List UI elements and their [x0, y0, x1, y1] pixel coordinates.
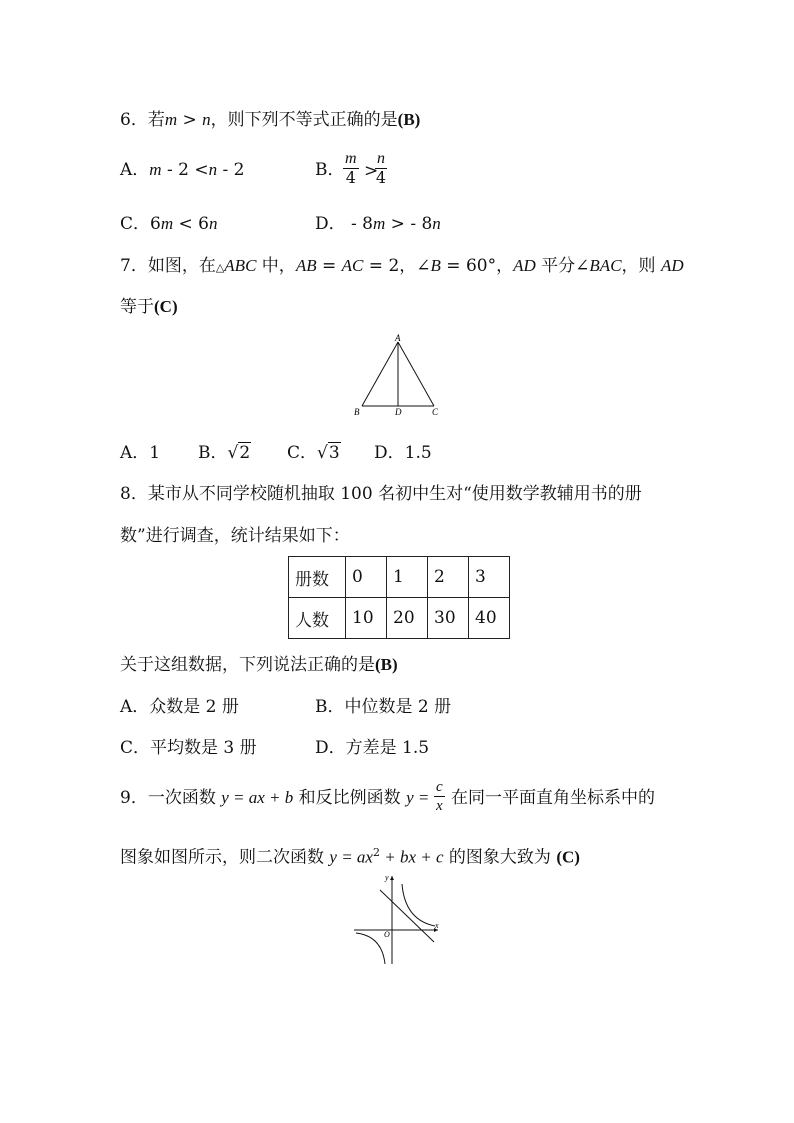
q9-label-o: O — [384, 930, 390, 939]
q6-option-b-fraction-m: $\frac{m}{4}$ — [345, 150, 357, 187]
table-cell: 40 — [469, 598, 510, 639]
table-cell: 30 — [428, 598, 469, 639]
q6-answer: (B) — [397, 110, 421, 129]
q9-label-y: y — [385, 873, 389, 882]
q6-option-b-label: B． — [315, 160, 345, 180]
q7-label-d: D — [395, 407, 402, 417]
q6-option-d: D． - 8m > - 8n — [315, 214, 441, 234]
q8-option-a: A．众数是 2 册 — [120, 697, 239, 717]
table-cell: 10 — [346, 598, 387, 639]
q7-label-b: B — [354, 407, 360, 417]
q7-label-a: A — [395, 333, 401, 343]
q7-answer: (C) — [154, 297, 178, 316]
q8-answer: (B) — [375, 655, 398, 674]
q9-function-graph — [350, 870, 445, 968]
q9-stem-line1: 9．一次函数 y = ax + b 和反比例函数 y = — [120, 788, 430, 808]
table-cell: 3 — [469, 557, 510, 598]
q7-triangle-figure — [350, 332, 445, 422]
table-cell: 2 — [428, 557, 469, 598]
q8-data-table — [288, 556, 510, 639]
q8-question: 关于这组数据，下列说法正确的是(B) — [120, 655, 398, 675]
q7-stem-line2: 等于(C) — [120, 297, 178, 317]
q8-stem-line1: 8．某市从不同学校随机抽取 100 名初中生对“使用数学教辅用书的册 — [120, 484, 642, 504]
q7-stem-line1: 7．如图，在△ABC 中，AB = AC = 2，∠B = 60°，AD 平分∠BAC，则 AD — [120, 256, 684, 276]
q8-option-d: D．方差是 1.5 — [315, 738, 430, 758]
q9-label-x: x — [435, 921, 439, 930]
q9-stem-line2: 图象如图所示，则二次函数 $y = ax^2$ + bx + c 的图象大致为 (C) — [120, 846, 580, 868]
q8-option-b: B．中位数是 2 册 — [315, 697, 452, 717]
q7-label-c: C — [432, 407, 439, 417]
q6-option-b-gt: > — [364, 161, 379, 181]
q9-answer: (C) — [556, 847, 580, 867]
q8-stem-line2: 数”进行调查，统计结果如下： — [120, 526, 350, 546]
q9-stem-line1-suffix: 在同一平面直角坐标系中的 — [451, 788, 655, 808]
q6-option-b-fraction-n: $\frac{n}{4}$ — [375, 150, 387, 187]
table-cell: 册数 — [289, 557, 346, 598]
q7-option-b: B．√2 — [198, 443, 251, 463]
table-cell: 人数 — [289, 598, 346, 639]
table-cell: 0 — [346, 557, 387, 598]
q9-fraction-c-over-x: $\frac{c}{x}$ — [436, 779, 443, 814]
table-row — [289, 598, 510, 639]
q7-option-d: D．1.5 — [374, 443, 432, 463]
table-cell: 20 — [387, 598, 428, 639]
q7-option-c: C．√3 — [287, 443, 340, 463]
q6-stem: 6．若m > n，则下列不等式正确的是(B) — [120, 110, 421, 130]
table-row — [289, 557, 510, 598]
q6-option-a: A．m - 2 <n - 2 — [120, 160, 245, 180]
table-cell: 1 — [387, 557, 428, 598]
q6-option-c: C．6m < 6n — [120, 214, 218, 234]
q8-option-c: C．平均数是 3 册 — [120, 738, 257, 758]
q7-option-a: A．1 — [120, 443, 161, 463]
